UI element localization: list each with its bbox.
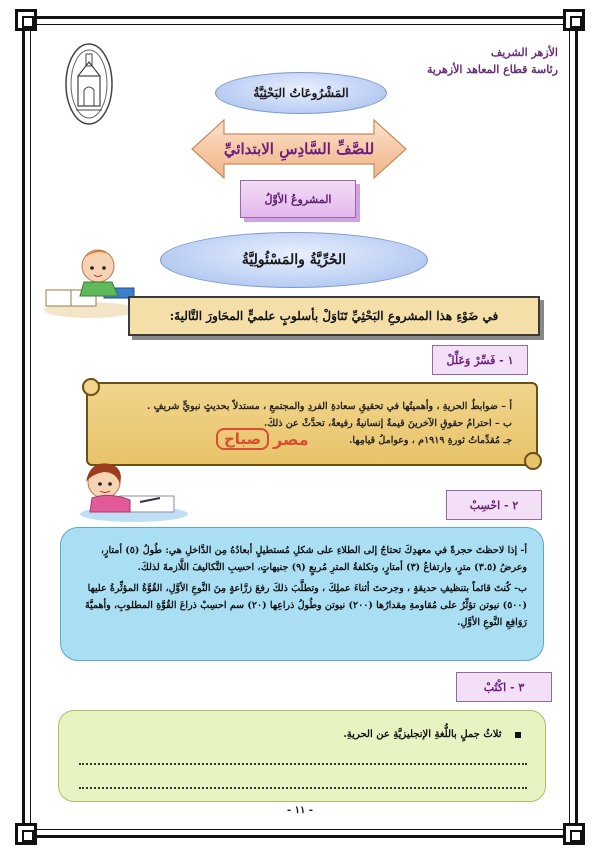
grade-banner: للصَّفِّ السَّادِسِ الابتدائيِّ bbox=[223, 140, 375, 158]
calculate-questions-box bbox=[60, 527, 544, 661]
page-number: - ١١ - bbox=[286, 805, 314, 816]
institution-sector: رئاسة قطاع المعاهد الأزهرية bbox=[427, 63, 558, 76]
watermark-text-egypt: مصر bbox=[273, 429, 309, 449]
writing-child-illustration-icon bbox=[70, 458, 190, 524]
intro-instruction: في ضَوْءِ هذا المشروعِ البَحْثِيِّ تَنَاوَلْ بأسلوبٍ علميٍّ المحَاورَ التَّاليةَ: bbox=[128, 296, 540, 336]
calculate-question-b: ب- كُنتَ قائماً بتنظيفِ حديقةٍ ، وجرحتَ أثناءَ عملِكَ ، وتطلَّبَ ذلكَ رفعَ زرَّاعةٍ مِنَ النَّوعِ الأوَّلِ، القُوَّةُ المؤثِّرةُ عليها (٥٠٠) نيوتن تؤثِّرُ على مُقاومةِ مِقدارُها (٢٠٠) نيوتن وطُولُ ذراعِها (٢٠) سم احسِبْ ذراعَ القُوَّةِ المطلوبِ، وأهميَّةَ رَوَافِعِ النَّوعِ الأوَّلِ. bbox=[85, 583, 527, 628]
explain-question-c: جـ مُقدِّماتُ ثورةِ ١٩١٩م ، وعواملُ قيامِها. bbox=[349, 435, 512, 446]
institution-header bbox=[388, 44, 558, 78]
write-question: ثلاثُ جملٍ باللُّغةِ الإنجليزيَّةِ عن الحريةِ. bbox=[343, 729, 502, 740]
explain-questions-scroll bbox=[86, 382, 538, 466]
corner-ornament bbox=[15, 823, 37, 845]
calculate-question-a: أ- إذا لاحظتَ حجرةً في معهدِكَ تحتاجُ إلى الطلاءِ على شكلِ مُستطيلٍ أبعادُهُ مِن الدَّاخلِ هي: طُولُ (٥) أمتارٍ، وعرضُ (٣.٥) مترٍ، وارتفاعُ (٣) أمتارٍ، وتكلفةُ المترِ مُربعٍ (٩) جنيهاتٍ، احسِبِ التَّكاليفَ اللَّازمةَ لذلكَ. bbox=[100, 545, 527, 573]
write-question-box bbox=[58, 710, 546, 802]
watermark-text-sabah: صباح bbox=[216, 428, 269, 450]
answer-line[interactable] bbox=[79, 787, 527, 789]
bullet-icon bbox=[515, 732, 521, 738]
azhar-logo-icon bbox=[64, 42, 114, 126]
section-calculate-tab: ٢ - احْسِبْ bbox=[446, 490, 542, 520]
research-projects-title: المَشْرُوعَاتُ البَحْثِيَّةُ bbox=[215, 72, 387, 114]
corner-ornament bbox=[563, 9, 585, 31]
corner-ornament bbox=[15, 9, 37, 31]
section-write-tab: ٣ - اكْتُبْ bbox=[456, 672, 552, 702]
reading-child-illustration-icon bbox=[40, 240, 140, 320]
answer-line[interactable] bbox=[79, 763, 527, 765]
project-topic-title: الحُرِّيَّةُ والمَسْئُولِيَّةُ bbox=[160, 232, 428, 288]
institution-name: الأزهر الشريف bbox=[490, 46, 558, 59]
watermark bbox=[216, 428, 309, 450]
corner-ornament bbox=[563, 823, 585, 845]
explain-question-b: ب – احترامُ حقوقِ الآخرينَ قيمةٌ إنسانيةٌ رفيعةٌ، تحدَّثْ عن ذلكَ. bbox=[264, 418, 512, 429]
section-explain-tab: ١ - فَسِّرْ وَعَلِّلْ bbox=[432, 345, 528, 375]
explain-question-a: أ – ضوابطُ الحريةِ ، وأهميتُها في تحقيقِ سعادةِ الفردِ والمجتمعِ ، مستدلاً بحديثٍ نبويٍّ شريفٍ . bbox=[147, 401, 512, 412]
project-number-tag: المشروعُ الأوَّلُ bbox=[240, 180, 356, 218]
